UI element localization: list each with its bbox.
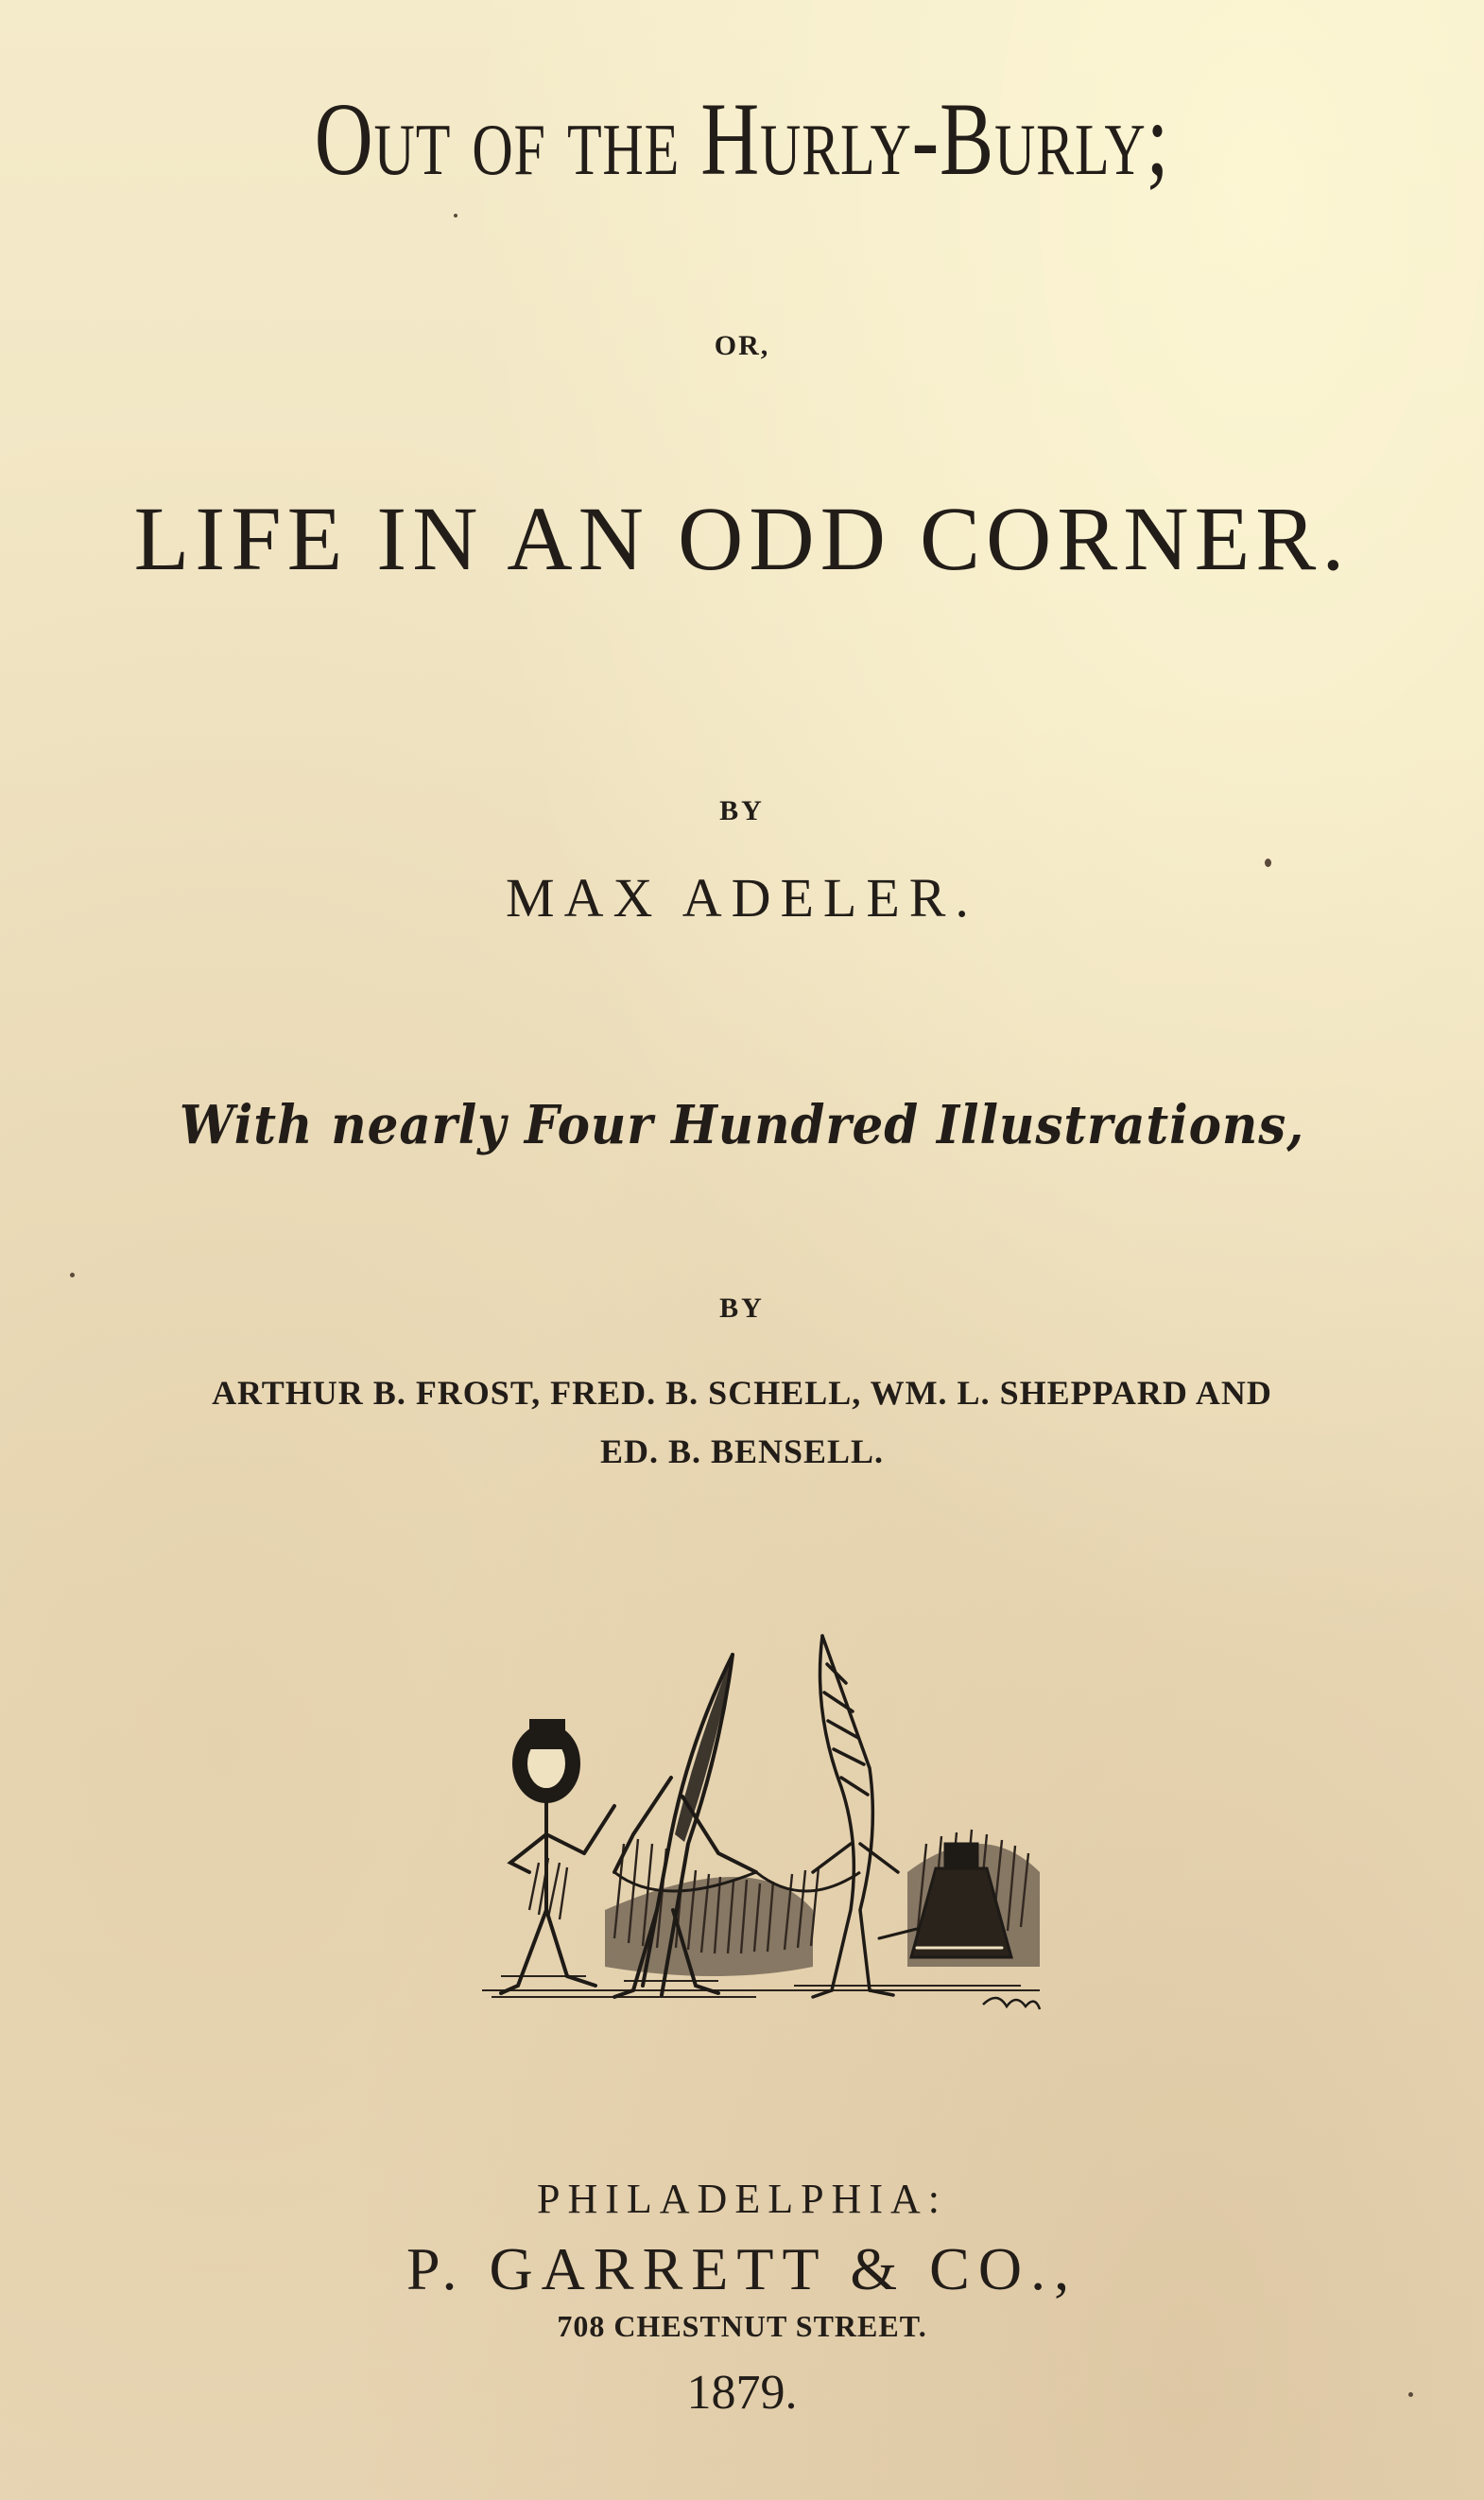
artists-line-1: ARTHUR B. FROST, FRED. B. SCHELL, WM. L. SHEPPARD AND [212, 1374, 1272, 1412]
publication-year: 1879. [686, 2366, 798, 2420]
or-connector: OR, [714, 330, 770, 361]
artists-line-2: ED. B. BENSELL. [599, 1432, 885, 1470]
book-title: Out of the Hurly-Burly; [314, 81, 1170, 197]
by-label-artists: BY [719, 1293, 765, 1324]
book-subtitle: LIFE IN AN ODD CORNER. [133, 488, 1351, 589]
pen-figures-engraving-icon [473, 1626, 1059, 2023]
paper-speck [1408, 2392, 1413, 2397]
publisher-address: 708 CHESTNUT STREET. [557, 2309, 927, 2343]
by-label-author: BY [719, 795, 765, 826]
paper-speck [70, 1273, 75, 1277]
paper-speck [454, 214, 457, 217]
publisher-name: P. GARRETT & CO., [406, 2235, 1078, 2302]
publication-city: PHILADELPHIA: [537, 2176, 947, 2222]
paper-speck [1265, 859, 1271, 867]
author-name: MAX ADELER. [506, 867, 978, 929]
illustrations-note: With nearly Four Hundred Illustrations, [179, 1094, 1305, 1156]
